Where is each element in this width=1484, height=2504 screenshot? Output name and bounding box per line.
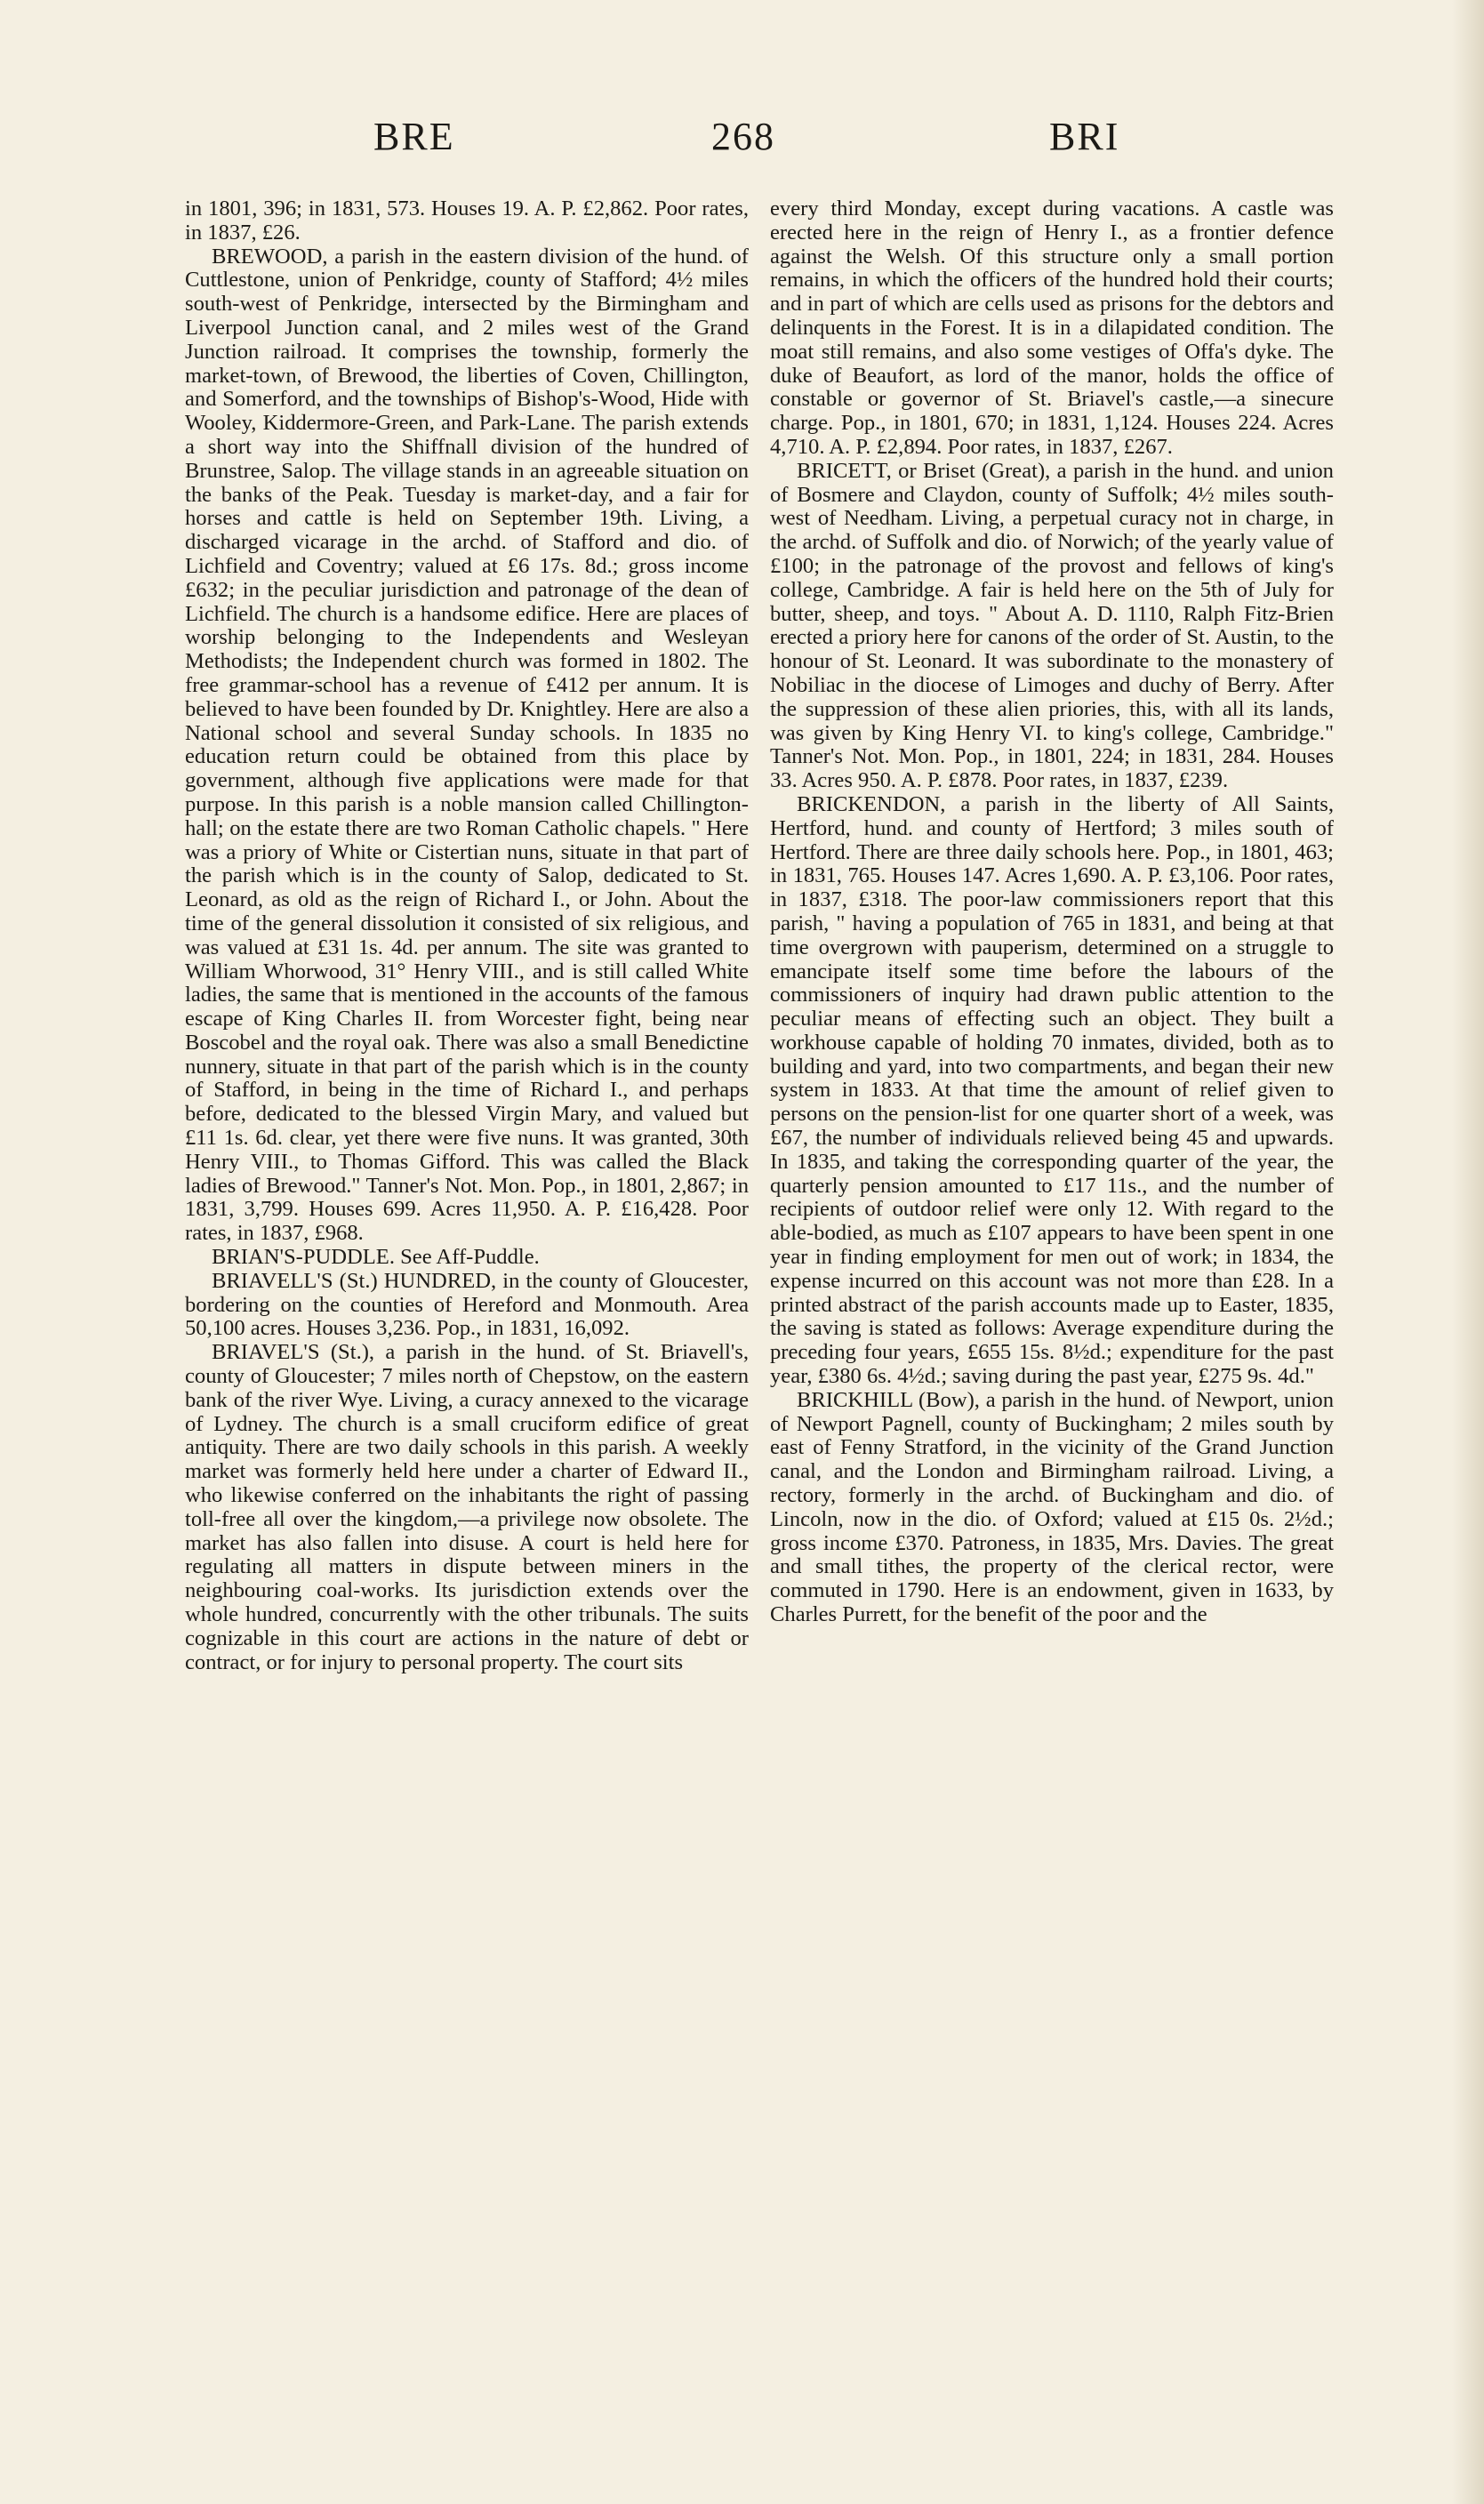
page-edge-shadow bbox=[1452, 0, 1484, 2504]
entry-text: a parish in the eastern division of the hund. of Cuttlestone, union of Penkridge, county of Stafford; 4½ miles south-west of Penkridge, intersected by the Birmingham and Liverpool Junction canal, and 2 miles west of the Grand Junction railroad. It comprises the township, formerly the market-town, of Brewood, the liberties of Coven, Chillington, and Somerford, and the townships of Bishop's-Wood, Hide with Wooley, Kiddermore-Green, and Park-Lane. The parish extends a short way into the Shiffnall division of the hundred of Brunstree, Salop. The village stands in an agreeable situation on the banks of the Peak. Tuesday is market-day, and a fair for horses and cattle is held on September 19th. Living, a discharged vicarage in the archd. of Stafford and dio. of Lichfield and Coventry; valued at £6 17s. 8d.; gross income £632; in the peculiar jurisdiction and patronage of the dean of Lichfield. The church is a handsome edifice. Here are places of worship belonging to the Independents and Wesleyan Methodists; the Independent church was formed in 1802. The free grammar-school has a revenue of £412 per annum. It is believed to have been founded by Dr. Knightley. Here are also a National school and several Sunday schools. In 1835 no education return could be obtained from this place by government, although five applications were made for that purpose. In this parish is a noble mansion called Chillington-hall; on the estate there are two Roman Catholic chapels. " Here was a priory of White or Cistertian nuns, situate in that part of the parish which is in the county of Salop, dedicated to St. Leonard, as old as the reign of Richard I., or John. About the time of the general dissolution it consisted of six religious, and was valued at £31 1s. 4d. per annum. The site was granted to William Whorwood, 31° Henry VIII., and is still called White ladies, the same that is mentioned in the accounts of the famous escape of King Charles II. from Worcester fight, being near Boscobel and the royal oak. There was also a small Benedictine nunnery, situate in that part of the parish which is in the county of Stafford, in being in the time of Richard I., and perhaps before, dedicated to the blessed Virgin Mary, and valued but £11 1s. 6d. clear, yet there were five nuns. It was granted, 30th Henry VIII., to Thomas Gifford. This was called the Black ladies of Brewood." Tanner's Not. Mon. Pop., in 1801, 2,867; in 1831, 3,799. Houses 699. Acres 11,950. A. P. £16,428. Poor rates, in 1837, £968. bbox=[185, 244, 749, 1246]
entry-heading: BREWOOD, bbox=[212, 244, 328, 269]
header-left-catchword: BRE bbox=[373, 115, 455, 158]
entry-brians-puddle bbox=[185, 1246, 749, 1270]
running-header bbox=[0, 114, 1484, 167]
page-number: 268 bbox=[711, 115, 775, 158]
entry-brickendon bbox=[770, 793, 1334, 1389]
entry-heading: BRICKHILL (Bow), bbox=[797, 1387, 980, 1412]
entry-heading: BRIAN'S-PUDDLE. bbox=[212, 1245, 395, 1270]
entry-briavels-parish bbox=[185, 1341, 749, 1674]
entry-continuation: in 1801, 396; in 1831, 573. Houses 19. A. P. £2,862. Poor rates, in 1837, £26. bbox=[185, 197, 749, 245]
entry-heading: BRIAVELL'S (St.) HUNDRED, bbox=[212, 1268, 497, 1293]
entry-text: in the county of Gloucester, bordering on the counties of Hereford and Monmouth. Area 50,100 acres. Houses 3,236. Pop., in 1831, 16,092. bbox=[185, 1268, 749, 1341]
entry-text: See Aff-Puddle. bbox=[394, 1245, 540, 1270]
entry-text: a parish in the liberty of All Saints, Hertford, hund. and county of Hertford; 3 miles south of Hertford. There are three daily schools here. Pop., in 1801, 463; in 1831, 765. Houses 147. Acres 1,690. A. P. £3,106. Poor rates, in 1837, £318. The poor-law commissioners report that this parish, " having a population of 765 in 1831, and being at that time overgrown with pauperism, determined on a struggle to emancipate itself some time before the labours of the commissioners of inquiry had drawn public attention to the peculiar means of effecting such an object. They built a workhouse capable of holding 70 inmates, divided, both as to building and yard, into two compartments, and began their new system in 1833. At that time the amount of relief given to persons on the pension-list for one quarter short of a week, was £67, the number of individuals relieved being 45 and upwards. In 1835, and taking the corresponding quarter of the year, the quarterly pension amounted to £17 11s., and the number of recipients of outdoor relief were only 12. With regard to the able-bodied, as much as £107 appears to have been spent in one year in finding employment for men out of work; in 1834, the expense incurred on this account was not more than £28. In a printed abstract of the parish accounts made up to Easter, 1835, the saving is stated as follows: Average expenditure during the preceding four years, £655 15s. 8½d.; expenditure for the past year, £380 6s. 4½d.; saving during the past year, £275 9s. 4d." bbox=[770, 791, 1334, 1389]
right-text-column bbox=[770, 197, 1334, 1627]
entry-heading: BRICKENDON, bbox=[797, 791, 946, 816]
left-text-column bbox=[185, 197, 749, 1674]
entry-heading: BRIAVEL'S (St.), bbox=[212, 1340, 375, 1365]
header-right-catchword: BRI bbox=[1049, 115, 1120, 158]
entry-text: a parish in the hund. and union of Bosmere and Claydon, county of Suffolk; 4½ miles south-west of Needham. Living, a perpetual curacy not in charge, in the archd. of Suffolk and dio. of Norwich; of the yearly value of £100; in the patronage of the provost and fellows of king's college, Cambridge. A fair is held here on the 5th of July for butter, sheep, and toys. " About A. D. 1110, Ralph Fitz-Brien erected a priory here for canons of the order of St. Austin, to the honour of St. Leonard. It was subordinate to the monastery of Nobiliac in the diocese of Limoges and duchy of Berry. After the suppression of these alien priories, this, with all its lands, was given by King Henry VI. to king's college, Cambridge." Tanner's Not. Mon. Pop., in 1801, 224; in 1831, 284. Houses 33. Acres 950. A. P. £878. Poor rates, in 1837, £239. bbox=[770, 458, 1334, 793]
entry-brewood bbox=[185, 245, 749, 1246]
entry-briavells-hundred bbox=[185, 1270, 749, 1341]
entry-continuation: every third Monday, except during vacations. A castle was erected here in the reign of Henry I., as a frontier defence against the Welsh. Of this structure only a small portion remains, in which the officers of the hundred hold their courts; and in part of which are cells used as prisons for the debtors and delinquents in the Forest. It is in a dilapidated condition. The moat still remains, and also some vestiges of Offa's dyke. The duke of Beaufort, as lord of the manor, holds the office of constable or governor of St. Briavel's castle,—a sinecure charge. Pop., in 1801, 670; in 1831, 1,124. Houses 224. Acres 4,710. A. P. £2,894. Poor rates, in 1837, £267. bbox=[770, 197, 1334, 459]
entry-text: a parish in the hund. of Newport, union of Newport Pagnell, county of Buckingham; 2 miles south by east of Fenny Stratford, in the vicinity of the Grand Junction canal, and the London and Birmingham railroad. Living, a rectory, formerly in the archd. of Buckingham and dio. of Lincoln, now in the dio. of Oxford; valued at £15 0s. 2½d.; gross income £370. Patroness, in 1835, Mrs. Davies. The great and small tithes, the property of the clerical rector, were commuted in 1790. Here is an endowment, given in 1633, by Charles Purrett, for the benefit of the poor and the bbox=[770, 1387, 1334, 1627]
entry-heading: BRICETT, or Briset (Great), bbox=[797, 458, 1051, 483]
entry-bricett bbox=[770, 460, 1334, 793]
entry-brickhill bbox=[770, 1389, 1334, 1627]
entry-text: a parish in the hund. of St. Briavell's, county of Gloucester; 7 miles north of Chepstow, on the eastern bank of the river Wye. Living, a curacy annexed to the vicarage of Lydney. The church is a small cruciform edifice of great antiquity. There are two daily schools in this parish. A weekly market was formerly held here under a charter of Edward II., who likewise conferred on the inhabitants the right of passing toll-free all over the kingdom,—a privilege now obsolete. The market has also fallen into disuse. A court is held here for regulating all matters in dispute between miners in the neighbouring coal-works. Its jurisdiction extends over the whole hundred, concurrently with the other tribunals. The suits cognizable in this court are actions in the nature of debt or contract, or for injury to personal property. The court sits bbox=[185, 1340, 749, 1674]
